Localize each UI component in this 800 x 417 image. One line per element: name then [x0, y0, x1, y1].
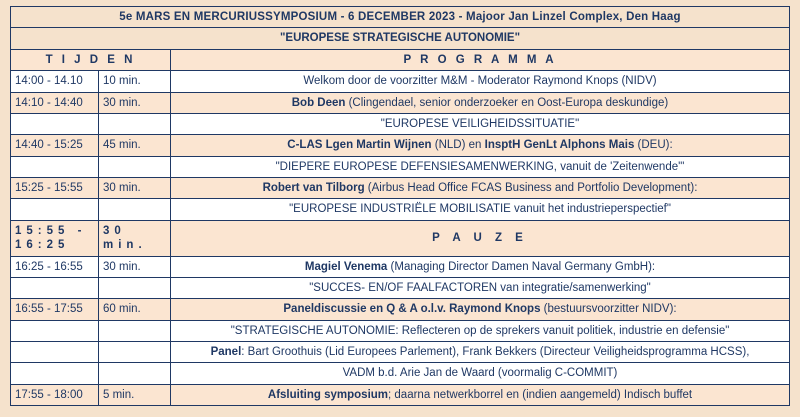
row-duration [99, 113, 171, 134]
row-time: 16:25 - 16:55 [11, 256, 99, 277]
row-program-detail: (Clingendael, senior onderzoeker en Oost-Europa deskundige) [345, 96, 669, 109]
row-time: 15:55 - 16:25 [11, 220, 99, 256]
table-row-break [11, 220, 790, 256]
row-program [171, 342, 790, 363]
row-time [11, 277, 99, 298]
row-duration: 30 min. [99, 92, 171, 113]
table-row [11, 92, 790, 113]
header-line-2-row [11, 28, 790, 49]
table-row [11, 178, 790, 199]
row-duration: 45 min. [99, 135, 171, 156]
row-program-detail: ; daarna netwerkborrel en (indien aangemeld) Indisch buffet [388, 388, 693, 401]
table-row [11, 277, 790, 298]
row-duration: 60 min. [99, 299, 171, 320]
row-duration: 10 min. [99, 71, 171, 92]
row-speaker: C-LAS Lgen Martin Wijnen [287, 139, 432, 152]
row-program-detail: (NLD) en [431, 139, 485, 152]
table-row [11, 199, 790, 220]
row-program: Welkom door de voorzitter M&M - Moderator Raymond Knops (NIDV) [171, 71, 790, 92]
row-closing-label: Afsluiting symposium [267, 388, 389, 401]
row-program: "SUCCES- EN/OF FAALFACTOREN van integratie/samenwerking" [171, 277, 790, 298]
row-duration [99, 342, 171, 363]
table-row [11, 256, 790, 277]
program-table [10, 6, 790, 406]
row-time: 14:00 - 14.10 [11, 71, 99, 92]
table-row [11, 320, 790, 341]
table-row [11, 342, 790, 363]
row-time: 14:40 - 15:25 [11, 135, 99, 156]
row-duration [99, 320, 171, 341]
row-panel-label: Panel [210, 346, 242, 358]
row-program: P A U Z E [171, 220, 790, 256]
row-time [11, 320, 99, 341]
row-duration: 5 min. [99, 384, 171, 405]
table-row [11, 384, 790, 405]
row-duration: 30 min. [99, 178, 171, 199]
row-time [11, 113, 99, 134]
row-speaker: Magiel Venema [304, 260, 388, 273]
row-duration: 30 min. [99, 256, 171, 277]
row-program-detail-2: (DEU): [634, 139, 673, 152]
row-duration [99, 363, 171, 384]
row-program [171, 92, 790, 113]
table-row [11, 71, 790, 92]
table-row [11, 156, 790, 177]
table-row [11, 363, 790, 384]
row-program [171, 178, 790, 199]
row-program-detail: : Bart Groothuis (Lid Europees Parlement), Frank Bekkers (Directeur Veiligheidsprogramma HCSS), [241, 346, 750, 358]
row-program [171, 135, 790, 156]
row-duration: 30 min. [99, 220, 171, 256]
header-line-1: 5e MARS EN MERCURIUSSYMPOSIUM - 6 DECEMBER 2023 - Majoor Jan Linzel Complex, Den Haag [11, 7, 790, 28]
header-line-2: "EUROPESE STRATEGISCHE AUTONOMIE" [11, 28, 790, 49]
row-duration [99, 156, 171, 177]
row-program: VADM b.d. Arie Jan de Waard (voormalig C-COMMIT) [171, 363, 790, 384]
row-speaker: Robert van Tilborg [262, 182, 365, 194]
row-time: 14:10 - 14:40 [11, 92, 99, 113]
row-program: "STRATEGISCHE AUTONOMIE: Reflecteren op de sprekers vanuit politiek, industrie en defensie" [171, 320, 790, 341]
row-duration [99, 199, 171, 220]
row-time: 15:25 - 15:55 [11, 178, 99, 199]
row-time [11, 199, 99, 220]
header-line-1-row [11, 7, 790, 28]
row-time [11, 363, 99, 384]
row-time: 17:55 - 18:00 [11, 384, 99, 405]
row-speaker-2: InsptH GenLt Alphons Mais [484, 139, 635, 152]
row-time [11, 342, 99, 363]
column-header-time: T I J D E N [11, 49, 171, 70]
row-duration [99, 277, 171, 298]
row-program-detail: (Managing Director Damen Naval Germany GmbH): [387, 260, 656, 273]
column-header-program: P R O G R A M M A [171, 49, 790, 70]
row-program [171, 256, 790, 277]
column-header-row [11, 49, 790, 70]
row-program: "EUROPESE VEILIGHEIDSSITUATIE" [171, 113, 790, 134]
row-program-detail: (bestuursvoorzitter NIDV): [540, 303, 677, 316]
row-program-detail: (Airbus Head Office FCAS Business and Portfolio Development): [364, 182, 698, 194]
row-speaker: Bob Deen [291, 96, 346, 109]
row-time [11, 156, 99, 177]
row-program: "EUROPESE INDUSTRIËLE MOBILISATIE vanuit het industrieperspectief" [171, 199, 790, 220]
row-time: 16:55 - 17:55 [11, 299, 99, 320]
table-row [11, 113, 790, 134]
table-row [11, 135, 790, 156]
row-program [171, 384, 790, 405]
row-speaker: Paneldiscussie en Q & A o.l.v. Raymond Knops [283, 303, 541, 316]
table-row [11, 299, 790, 320]
row-program [171, 299, 790, 320]
row-program: "DIEPERE EUROPESE DEFENSIESAMENWERKING, vanuit de 'Zeitenwende'" [171, 156, 790, 177]
